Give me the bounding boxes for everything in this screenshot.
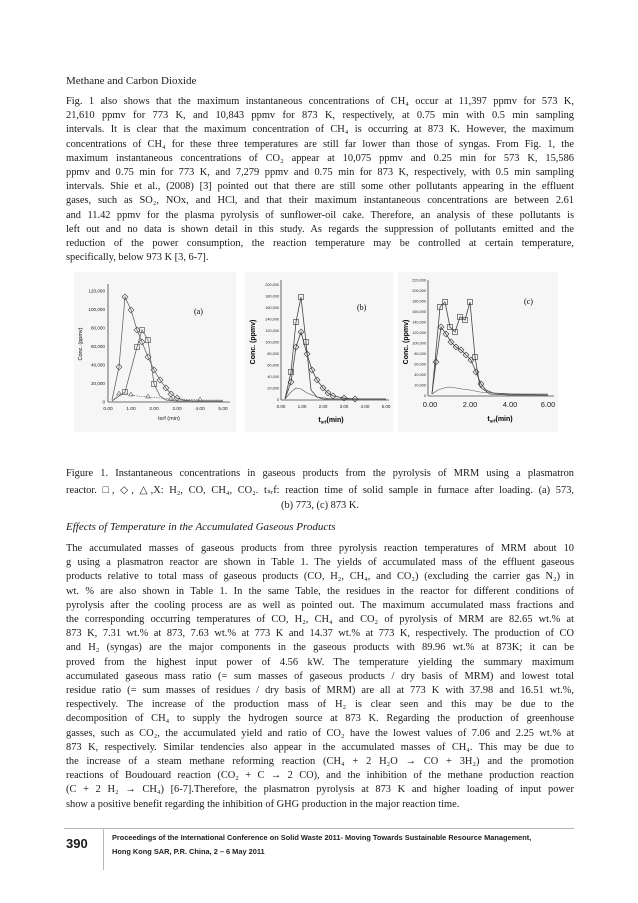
paragraph-methane-line: ppmv and 0.75 min for 773 K, and 7,279 ppmv and 0.75 min for 873 K, respectively, with 0.5 min sampling [66, 167, 574, 179]
xa-tick-3: 3.00 [172, 407, 182, 412]
yc-tick-6: 120,000 [412, 331, 426, 335]
figure-caption-line1: Figure 1. Instantaneous concentrations in gaseous products from the pyrolysis of MRM using a plasmatron [66, 468, 574, 479]
yc-tick-5: 100,000 [412, 341, 426, 346]
xc-tick-2: 4.00 [502, 400, 518, 409]
yb-tick-10: 200,000 [265, 283, 279, 287]
paragraph-temperature [66, 542, 574, 812]
paragraph-methane-line: and 11.42 ppmv for the plasma pyrolysis of sunflower-oil cake. Therefore, an analysis of these pollutants is [66, 209, 574, 221]
figure-panel-a [74, 272, 236, 432]
figure-panel-c [398, 272, 558, 432]
xc-tick-1: 2.00 [462, 400, 478, 409]
yb-tick-7: 140,000 [265, 317, 279, 322]
paragraph-methane-line: left out and no data is shown detail in this study. As regards the suppression of pollutants emitted and the [66, 223, 574, 235]
yc-tick-4: 80,000 [414, 352, 426, 356]
paragraph-methane-line: reduction of the power consumption, the reaction temperature may be controlled at certain temperature, [66, 238, 574, 250]
paragraph-temperature-line: The accumulated masses of gaseous products from three pyrolysis reaction temperatures of MRM about 10 [66, 543, 574, 554]
xa-tick-4: 4.00 [195, 407, 205, 412]
paragraph-temperature-line: respectively. The increase of the production mass of H₂ is clear seen and this may be due to the [66, 699, 574, 711]
panel-label-b: (b) [357, 303, 367, 312]
footer-location-date: Hong Kong SAR, P.R. China, 2 – 6 May 2011 [112, 847, 265, 856]
yc-tick-1: 20,000 [414, 383, 426, 388]
paragraph-temperature-line: products relative to total mass of gaseous products (CO, H₂, CH₄, and CO₂) (excluding the carrier gas N₂) in [66, 571, 574, 583]
paragraph-temperature-line: g using a plasmatron reactor are shown in Table 1. The yields of accumulated mass of the effluent gaseous [66, 557, 574, 569]
ya-tick-3: 60,000 [90, 344, 105, 349]
section-title-methane: Methane and Carbon Dioxide [66, 75, 197, 87]
paragraph-methane-line: concentrations of CH₄ for these three temperatures are still far lower than those of syngas. From Fig. 1, the [66, 138, 574, 150]
paragraph-methane-line: maximum instantaneous concentrations of CO₂ appear at 10,075 ppmv and 0.25 min for 573 K, 15,586 [66, 152, 574, 164]
yb-tick-9: 180,000 [265, 294, 279, 299]
paragraph-temperature-line: residue ratio (= sum masses of residues / dry basis of MRM) are all at 773 K with 37.98 and 16.51 wt.%, [66, 685, 574, 697]
xb-tick-2: 2.00 [318, 404, 328, 409]
ya-tick-2: 40,000 [90, 362, 105, 368]
panel-label-c: (c) [524, 297, 533, 306]
xa-label: tsrf (min) [158, 416, 180, 422]
footer-proceedings: Proceedings of the International Conference on Solid Waste 2011- Moving Towards Sustainable Resource Management, [112, 833, 532, 842]
xa-tick-2: 2.00 [149, 407, 159, 412]
yb-tick-3: 60,000 [267, 363, 279, 368]
figure-caption-line3: (b) 773, (c) 873 K. [281, 500, 359, 511]
paragraph-temperature-line: reactions of Boudouard reaction (CO₂ + C → 2 CO), and the inhibition of the methane production reaction [66, 770, 574, 782]
yb-tick-4: 80,000 [267, 352, 279, 356]
ya-tick-0: 0 [102, 399, 105, 405]
yb-tick-2: 40,000 [267, 375, 279, 379]
paragraph-temperature-line: gasses, such as CO₂, the accumulated yield and ratio of CO₂ have the lowest values of 7.06 and 2.25 wt.% at [66, 727, 574, 739]
panel-label-a: (a) [194, 307, 203, 316]
paragraph-methane-line: Fig. 1 also shows that the maximum instantaneous concentrations of CH₄ occur at 11,397 ppmv for 573 K, [66, 96, 574, 107]
figure-caption-line2: reactor. □, ◇, △,X: H₂, CO, CH₄, CO₂. tₛᵣf: reaction time of solid sample in furnace after loading. (a) 573, [66, 485, 574, 496]
yb-tick-0: 0 [276, 398, 279, 402]
yb-tick-6: 120,000 [265, 329, 279, 333]
footer-rule [64, 828, 574, 829]
xa-tick-5: 5.00 [218, 407, 228, 412]
xa-tick-1: 1.00 [126, 407, 136, 412]
yb-tick-1: 20,000 [267, 386, 279, 391]
yb-label: Conc. (ppmv) [250, 319, 257, 365]
page-number: 390 [66, 836, 88, 851]
paragraph-temperature-line: 873 K, respectively. Similar tendencies also appear in the accumulated masses of CH₄. This may be due to [66, 741, 574, 753]
xb-tick-0: 0.00 [276, 404, 286, 409]
yb-tick-8: 160,000 [265, 306, 279, 310]
xc-tick-0: 0.00 [422, 400, 438, 409]
chart-c [398, 272, 558, 432]
ya-tick-1: 20,000 [90, 381, 105, 386]
xc-tick-3: 6.00 [540, 400, 556, 409]
yb-tick-5: 100,000 [265, 340, 279, 345]
yc-tick-9: 180,000 [412, 299, 426, 304]
paragraph-temperature-line: decomposition of CH₄ to supply the hydrogen source at 873 K. Regarding the production of greenhouse [66, 713, 574, 725]
paragraph-methane-line: specifically, below 973 K [3, 6-7]. [66, 252, 209, 264]
paragraph-temperature-line: the corresponding occurring temperatures of CO, H₂, CH₄ and CO₂ of pyrolysis of MRM are 82.65 wt.% at [66, 614, 574, 626]
yc-tick-2: 40,000 [414, 373, 426, 377]
xa-tick-0: 0.00 [103, 407, 113, 412]
paragraph-temperature-line: the increase of a steam methane reforming reaction (CH₄ + 2 H₂O → CO + 3H₂) and the promotion [66, 756, 574, 768]
paragraph-temperature-line: show a positive benefit regarding the inhibition of GHG production in the major reaction time. [66, 798, 460, 810]
paragraph-temperature-line: (C + 2 H₂ → CH₄) [6-7].Therefore, the plasmatron pyrolysis at 873 K and higher loading of input power [66, 784, 574, 796]
xb-tick-5: 5.00 [381, 404, 391, 409]
paragraph-methane-line: intervals. It is clear that the maximum concentration of CH₄ is occurring at 873 K. However, the maximum [66, 124, 574, 136]
yc-tick-7: 140,000 [412, 320, 426, 325]
yc-tick-8: 160,000 [412, 310, 426, 314]
yc-label: Conc. (ppmv) [403, 319, 410, 365]
paragraph-temperature-line: wt. % are also shown in Table 1. In the same Table, the residues in the reactor for different conditions of [66, 585, 574, 597]
paragraph-methane-line: intervals. Shie et al., (2008) [3] pointed out that there are still some other pollutants appearing in the effluent [66, 181, 574, 193]
paragraph-temperature-line: proved from the highest input power of 4.56 kW. The temperature yielding the summary maximum [66, 656, 574, 668]
ya-label: Conc. (ppmv) [78, 327, 84, 361]
footer-separator [103, 828, 104, 870]
paragraph-temperature-line: 873 K, 7.31 wt.% at 873, 7.63 wt.% at 773 K and 14.37 wt.% at 773 K, respectively. The production of CO [66, 628, 574, 640]
paragraph-methane [66, 95, 574, 265]
xc-label: $t_{srf}(\min)$ [487, 416, 513, 424]
figure-panel-b [245, 272, 393, 432]
paragraph-methane-line: 21,610 ppmv for 773 K, and 10,843 ppmv for 873 K, respectively, at 0.75 min with 0.5 min sampling [66, 110, 574, 122]
yc-tick-10: 200,000 [412, 289, 426, 293]
chart-b [245, 272, 393, 432]
section-title-temperature: Effects of Temperature in the Accumulated Gaseous Products [66, 521, 336, 533]
paragraph-temperature-line: and H₂ (syngas) are the major components in the gaseous products with 89.96 wt.% at 873K; it can be [66, 642, 574, 654]
ya-tick-6: 120,000 [88, 288, 105, 294]
yc-tick-3: 60,000 [414, 362, 426, 367]
paragraph-temperature-line: accumulated gaseous mass ratio (= sum masses of gaseous products / dry basis of MRM) and lowest total [66, 670, 574, 682]
ya-tick-4: 80,000 [90, 325, 105, 331]
ya-tick-5: 100,000 [88, 307, 105, 312]
yc-tick-0: 0 [423, 394, 426, 398]
xb-tick-1: 1.00 [297, 404, 307, 409]
xb-label: $t_{srf}(\min)$ [318, 417, 344, 425]
paragraph-temperature-line: pyrolysis after the cooling process are as well as pointed out. The maximum accumulated mass fractions and [66, 599, 574, 611]
paragraph-methane-line: gases, such as SO₂, NOx, and HCl, and that their maximum instantaneous concentrations are between 2.61 [66, 195, 574, 207]
xb-tick-3: 3.00 [339, 404, 349, 409]
xb-tick-4: 4.00 [360, 404, 370, 409]
chart-a [74, 272, 236, 432]
yc-tick-11: 220,000 [412, 278, 426, 283]
